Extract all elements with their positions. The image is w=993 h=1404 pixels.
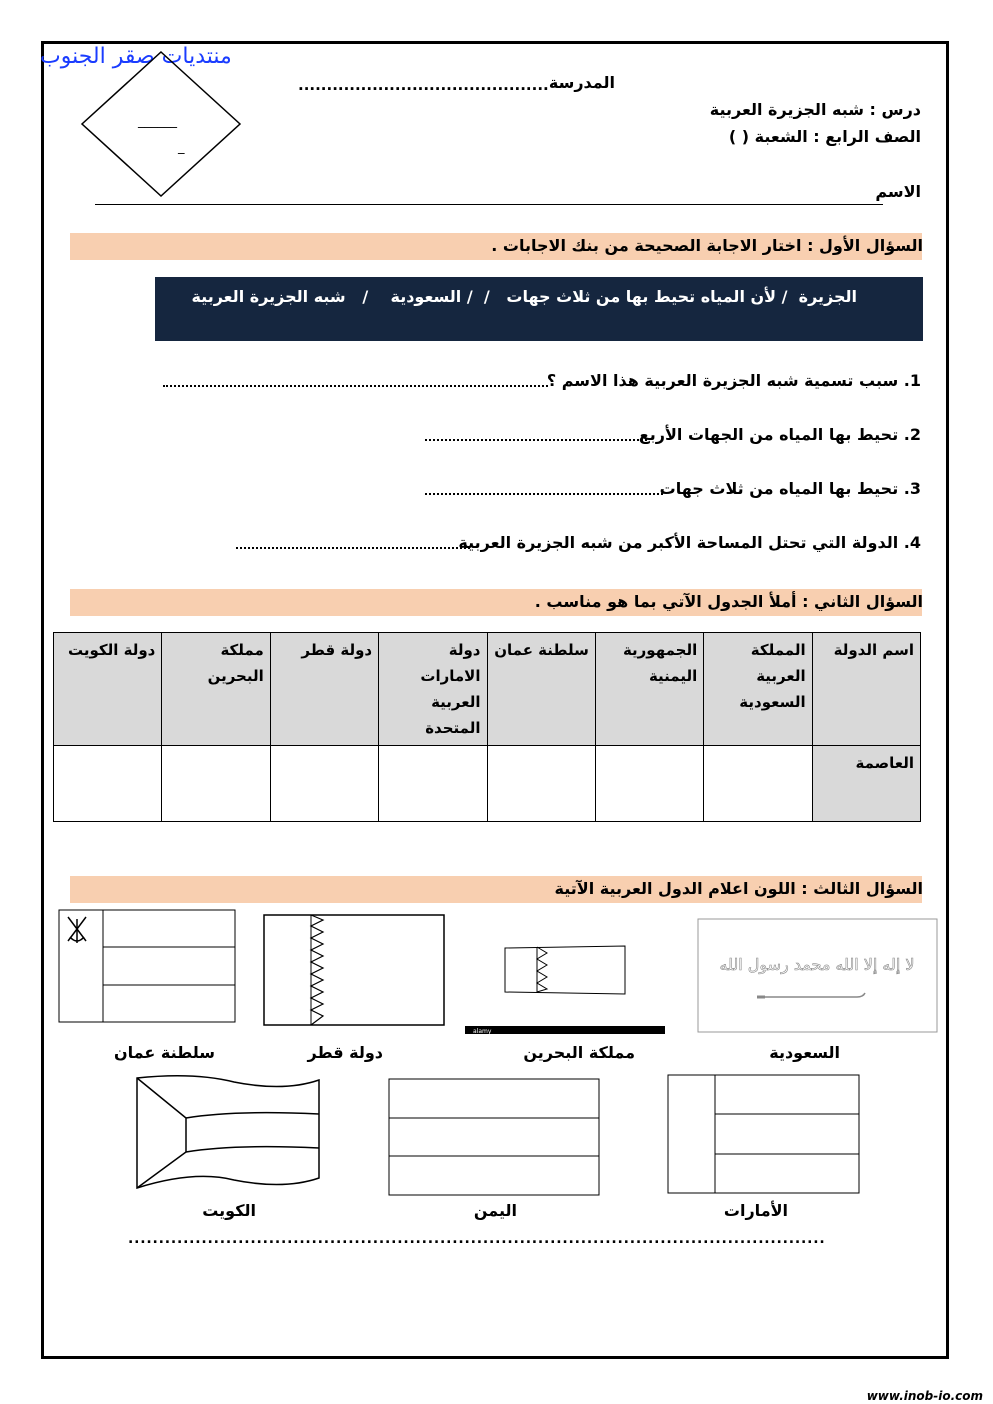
country-cell: الجمهورية اليمنية xyxy=(595,633,703,746)
school-dots: ............................................ xyxy=(298,76,549,94)
site-url[interactable]: www.inob-io.com xyxy=(866,1389,983,1403)
country-cell: دولة الامارات العربية المتحدة xyxy=(379,633,487,746)
capital-answer-cell[interactable] xyxy=(487,746,595,822)
row-header-country: اسم الدولة xyxy=(812,633,920,746)
q2-title: السؤال الثاني : أملأ الجدول الآتي بما هو مناسب . xyxy=(534,592,923,611)
lesson-title: درس : شبه الجزيرة العربية xyxy=(709,100,921,119)
q1-answer-2[interactable] xyxy=(425,439,647,441)
kuwait-flag[interactable] xyxy=(134,1074,324,1192)
name-line[interactable] xyxy=(95,204,883,205)
country-cell: دولة الكويت xyxy=(54,633,162,746)
uae-label: الأمارات xyxy=(723,1201,788,1220)
capital-answer-cell[interactable] xyxy=(704,746,812,822)
answer-bank-text: الجزيرة / لأن المياه تحيط بها من ثلاث جهات / / السعودية / شبه الجزيرة العربية xyxy=(191,287,857,306)
q1-item-4: 4. الدولة التي تحتل المساحة الأكبر من شبه الجزيرة العربية xyxy=(458,533,921,552)
row-header-capital: العاصمة xyxy=(812,746,920,822)
saudi-shahada: لا إله إلا الله محمد رسول الله xyxy=(719,955,915,974)
bahrain-flag[interactable] xyxy=(465,944,665,1036)
country-cell: سلطنة عمان xyxy=(487,633,595,746)
q1-answer-1[interactable] xyxy=(163,385,548,387)
saudi-flag[interactable] xyxy=(697,918,939,1034)
yemen-flag[interactable] xyxy=(388,1078,600,1196)
capital-answer-cell[interactable] xyxy=(162,746,270,822)
yemen-label: اليمن xyxy=(473,1201,517,1220)
qatar-label: دولة قطر xyxy=(307,1043,383,1062)
saudi-label: السعودية xyxy=(769,1043,840,1062)
country-cell: المملكة العربية السعودية xyxy=(704,633,812,746)
q1-title: السؤال الأول : اختار الاجابة الصحيحة من بنك الاجابات . xyxy=(491,236,923,255)
table-row xyxy=(54,746,921,822)
score-dash-top: ______ xyxy=(138,114,177,129)
bahrain-label: مملكة البحرين xyxy=(523,1043,635,1062)
q1-item-1: 1. سبب تسمية شبه الجزيرة العربية هذا الاسم ؟ xyxy=(546,371,921,390)
school-label: المدرسة xyxy=(548,73,615,92)
oman-label: سلطنة عمان xyxy=(114,1043,215,1062)
name-label: الاسم xyxy=(875,182,921,201)
grade-section: الصف الرابع : الشعبة ( ) xyxy=(728,127,921,146)
capital-answer-cell[interactable] xyxy=(270,746,378,822)
footer-dots: .................................................................................................................. xyxy=(128,1231,826,1247)
answer-bank xyxy=(155,277,923,341)
oman-flag[interactable] xyxy=(58,909,236,1023)
q1-answer-4[interactable] xyxy=(236,547,470,549)
score-dash-bottom: _ xyxy=(178,140,185,155)
country-cell: دولة قطر xyxy=(270,633,378,746)
q3-title: السؤال الثالث : اللون اعلام الدول العربية الآتية xyxy=(554,879,923,898)
capital-answer-cell[interactable] xyxy=(379,746,487,822)
watermark: منتديات صقر الجنوب xyxy=(40,44,232,69)
capital-answer-cell[interactable] xyxy=(54,746,162,822)
qatar-flag[interactable] xyxy=(263,914,445,1026)
q1-answer-3[interactable] xyxy=(425,493,663,495)
capitals-table xyxy=(53,632,921,822)
q1-item-3: 3. تحيط بها المياه من ثلاث جهات xyxy=(659,479,921,498)
uae-flag[interactable] xyxy=(667,1074,861,1196)
country-cell: مملكة البحرين xyxy=(162,633,270,746)
q1-item-2: 2. تحيط بها المياه من الجهات الأربع xyxy=(638,425,921,444)
capital-answer-cell[interactable] xyxy=(595,746,703,822)
table-row xyxy=(54,633,921,746)
alamy-text: alamy xyxy=(473,1028,492,1035)
kuwait-label: الكويت xyxy=(202,1201,256,1220)
